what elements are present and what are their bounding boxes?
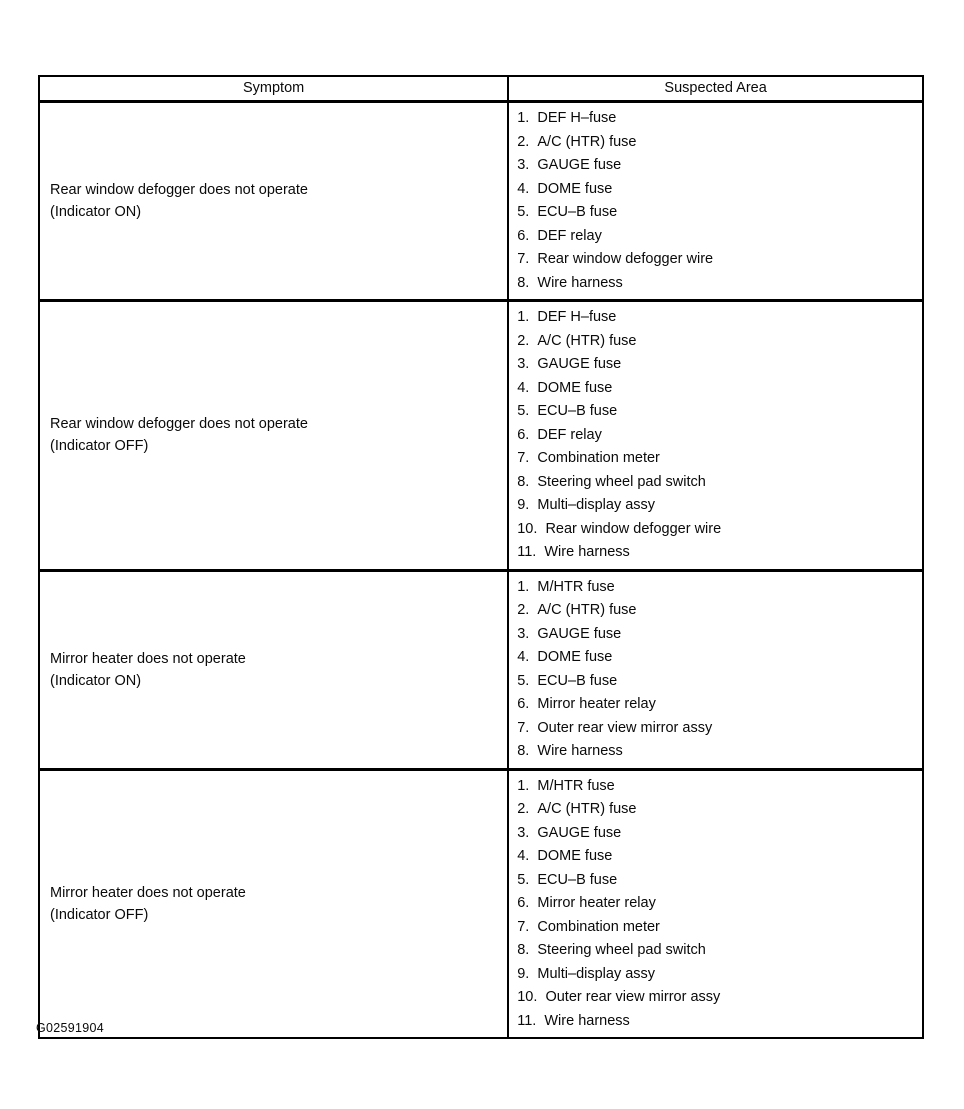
suspected-area-item: ECU–B fuse: [537, 403, 618, 419]
figure-code: G02591904: [36, 1021, 105, 1035]
suspected-area-item: Mirror heater relay: [537, 696, 656, 712]
table-row: [40, 103, 922, 302]
suspected-area-item: GAUGE fuse: [537, 157, 622, 173]
suspected-area-cell: [509, 572, 922, 768]
suspected-area-item: Multi–display assy: [537, 497, 656, 513]
table-header-row: [40, 77, 922, 103]
suspected-area-item: ECU–B fuse: [537, 204, 618, 220]
suspected-area-item: DEF relay: [537, 227, 602, 244]
suspected-area-item: GAUGE fuse: [537, 625, 622, 642]
symptom-text: Mirror heater does not operate: [50, 884, 246, 901]
suspected-area-item: M/HTR fuse: [537, 777, 615, 794]
suspected-area-cell: [509, 302, 922, 569]
suspected-area-item: Combination meter: [537, 450, 660, 466]
suspected-area-item: A/C (HTR) fuse: [537, 332, 637, 349]
symptom-cell: [40, 302, 509, 569]
suspected-area-item: A/C (HTR) fuse: [537, 801, 637, 817]
indicator-state: (Indicator ON): [50, 204, 142, 220]
suspected-area-item: DEF H–fuse: [537, 110, 617, 126]
suspected-area-item: ECU–B fuse: [537, 871, 618, 888]
symptom-cell: [40, 572, 509, 768]
suspected-area-item: Steering wheel pad switch: [537, 942, 706, 958]
symptom-cell: [40, 771, 509, 1038]
suspected-area-item: Wire harness: [537, 274, 623, 291]
suspected-area-item: Steering wheel pad switch: [537, 473, 706, 490]
suspected-area-item: DEF H–fuse: [537, 309, 617, 325]
suspected-areas-list: [517, 775, 918, 1034]
table-row: [40, 771, 922, 1038]
symptom-cell: [40, 103, 509, 299]
suspected-area-item: Rear window defogger wire: [545, 520, 722, 537]
suspected-area-item: ECU–B fuse: [537, 672, 618, 689]
suspected-area-item: DOME fuse: [537, 180, 613, 197]
suspected-area-item: GAUGE fuse: [537, 356, 622, 372]
column-header-suspected-area: Suspected Area: [664, 80, 767, 96]
suspected-area-cell: [509, 103, 922, 299]
suspected-area-item: DEF relay: [537, 426, 602, 443]
symptom-text: Rear window defogger does not operate: [50, 416, 308, 433]
suspected-area-item: GAUGE fuse: [537, 824, 622, 841]
suspected-area-item: M/HTR fuse: [537, 578, 615, 595]
table-row: [40, 572, 922, 771]
suspected-area-item: Wire harness: [544, 1012, 630, 1029]
suspected-area-item: Rear window defogger wire: [537, 251, 714, 267]
suspected-area-item: Outer rear view mirror assy: [545, 989, 721, 1005]
suspected-area-item: A/C (HTR) fuse: [537, 602, 637, 618]
symptom-text: Rear window defogger does not operate: [50, 182, 308, 198]
suspected-areas-list: [517, 576, 918, 764]
suspected-area-item: DOME fuse: [537, 649, 613, 665]
suspected-areas-list: [517, 306, 918, 565]
indicator-state: (Indicator OFF): [50, 906, 149, 923]
suspected-area-item: A/C (HTR) fuse: [537, 133, 637, 150]
troubleshooting-table: [38, 75, 924, 1039]
suspected-area-item: Outer rear view mirror assy: [537, 719, 713, 736]
suspected-area-item: DOME fuse: [537, 379, 613, 396]
column-header-symptom: Symptom: [40, 77, 509, 100]
suspected-area-item: Combination meter: [537, 918, 660, 935]
suspected-area-item: DOME fuse: [537, 848, 613, 864]
indicator-state: (Indicator ON): [50, 672, 142, 689]
suspected-area-item: Multi–display assy: [537, 965, 656, 982]
symptom-text: Mirror heater does not operate: [50, 650, 246, 667]
table-row: [40, 302, 922, 572]
suspected-area-item: Mirror heater relay: [537, 895, 656, 911]
suspected-area-item: Wire harness: [537, 743, 623, 759]
indicator-state: (Indicator OFF): [50, 438, 149, 455]
suspected-area-item: Wire harness: [544, 544, 630, 560]
suspected-area-cell: [509, 771, 922, 1038]
suspected-areas-list: [517, 107, 918, 295]
